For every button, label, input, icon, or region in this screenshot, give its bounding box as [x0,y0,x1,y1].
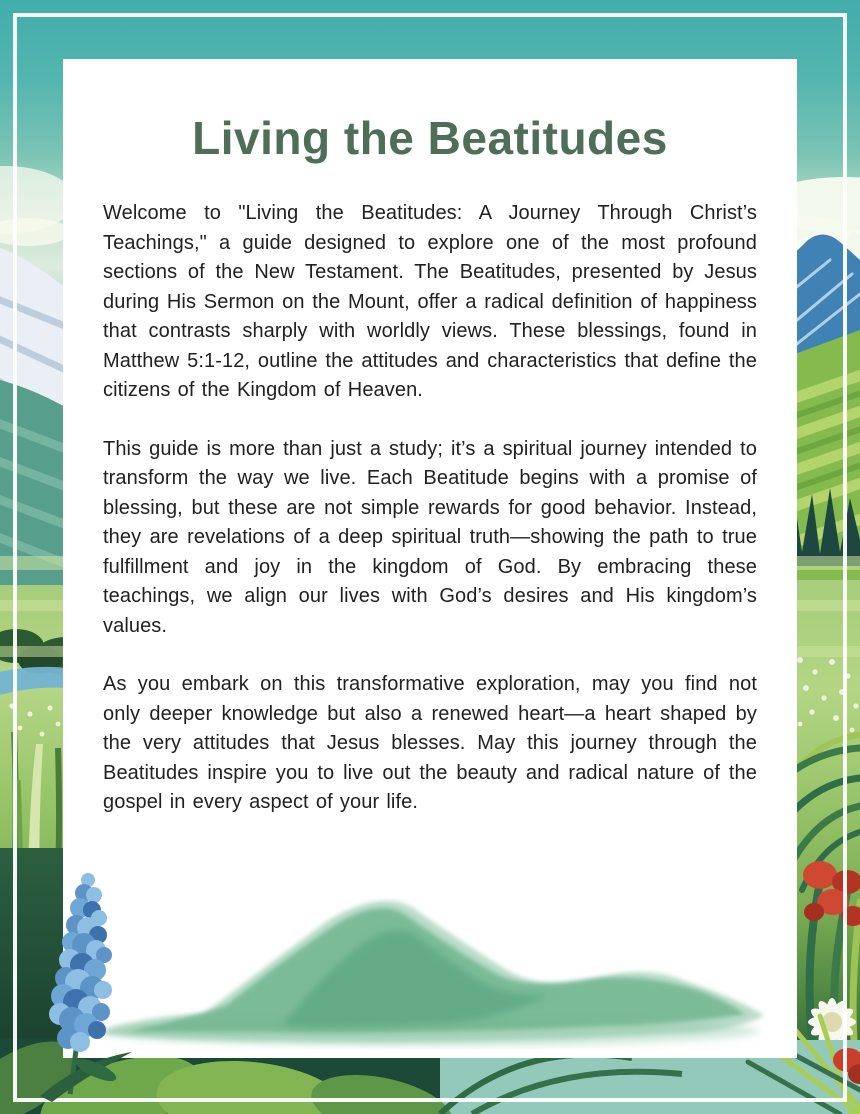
paragraph-blessing: As you embark on this transformative exploration, may you find not only deeper knowledge but also a renewed heart—a heart shaped by the very attitudes that Jesus blesses. May this journey through the Beatitudes inspire you to live out the beauty and radical nature of the gospel in every aspect of your life. [103,673,757,813]
content-card [63,59,797,1058]
watercolor-mountain-illustration [83,878,777,1050]
red-flowers-icon [803,861,860,926]
body-text [103,199,757,818]
page-title: Living the Beatitudes [192,112,668,164]
paragraph-purpose: This guide is more than just a study; it’s a spiritual journey intended to transform the way we live. Each Beatitude begins with a promise of blessing, but these are not simple rewards for good behavior. Instead, they are revelations of a deep spiritual truth—showing the path to true fulfillment and joy in the kingdom of God. By embracing these teachings, we align our lives with God’s desires and His kingdom’s values. [103,437,757,637]
paragraph-intro: Welcome to "Living the Beatitudes: A Journey Through Christ’s Teachings," a guide designed to explore one of the most profound sections of the New Testament. The Beatitudes, presented by Jesus during His Sermon on the Mount, offer a radical definition of happiness that contrasts sharply with worldly views. These blessings, found in Matthew 5:1-12, outline the attitudes and characteristics that define the citizens of the Kingdom of Heaven. [103,202,757,401]
